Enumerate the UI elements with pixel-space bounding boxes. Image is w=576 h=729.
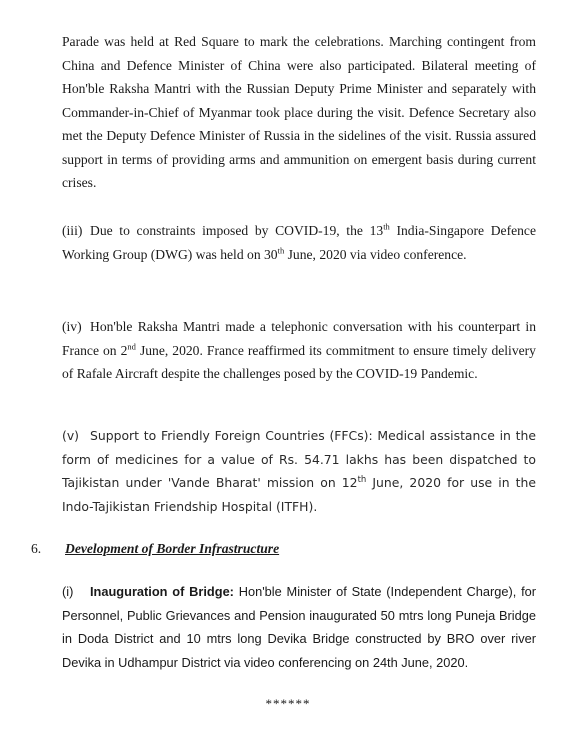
section-6-item-i-text: Hon'ble Minister of State (Independent Charge), for Personnel, Public Grievances and Pension inaugurated 50 mtrs long Puneja Bridge in Doda District and 10 mtrs long Devika Bridge constructed by BRO over river Devika in Udhampur District via video conferencing on 24th June, 2020. [62,584,536,670]
section-6-item-i-number: (i) [62,584,74,599]
section-6-number: 6. [31,541,42,556]
item-iii-paragraph [62,219,536,266]
item-iii-text-3: June, 2020 via video conference. [284,246,467,262]
item-iii-sup-1: th [383,221,390,232]
item-iii-sup-2: th [277,244,285,255]
item-iv-number: (iv) [62,319,82,334]
intro-paragraph: Parade was held at Red Square to mark the celebrations. Marching contingent from China and Defence Minister of China were also participated. Bilateral meeting of Hon'ble Raksha Mantri with the Russian Deputy Prime Minister and separately with Commander-in-Chief of Myanmar took place during the visit. Defence Secretary also met the Deputy Defence Minister of Russia in the sidelines of the visit. Russia assured support in terms of providing arms and ammunition on emergent basis during current crises. [62,34,536,190]
end-marker: ****** [265,696,311,711]
item-v-sup-1: th [357,474,367,485]
item-iii-text-1: Due to constraints imposed by COVID-19, the 13 [90,223,384,238]
section-6-title: Development of Border Infrastructure [65,541,280,556]
item-iv-text-2: June, 2020. France reaffirmed its commitment to ensure timely delivery of Rafale Aircraft despite the challenges posed by the COVID-19 Pandemic. [62,342,536,381]
item-iv-sup-1: nd [127,340,136,351]
item-v-text-2: June, 2020 for use in the Indo-Tajikistan Friendship Hospital (ITFH). [62,475,536,514]
item-iii-number: (iii) [62,223,83,238]
item-v-number: (v) [62,428,80,443]
section-6-item-i-lead: Inauguration of Bridge: [90,584,234,599]
item-iv-text-1: Hon'ble Raksha Mantri made a telephonic conversation with his counterpart in France on 2 [62,319,536,358]
section-6-item-i-paragraph [62,580,536,674]
item-v-text-1: Support to Friendly Foreign Countries (FFCs): Medical assistance in the form of medicines for a value of Rs. 54.71 lakhs has been dispatched to Tajikistan under 'Vande Bharat' mission on 12 [62,428,536,490]
item-iii-text-2: India-Singapore Defence Working Group (DWG) was held on 30 [62,223,536,262]
item-iv-paragraph [62,315,536,386]
item-v-paragraph [62,424,536,518]
